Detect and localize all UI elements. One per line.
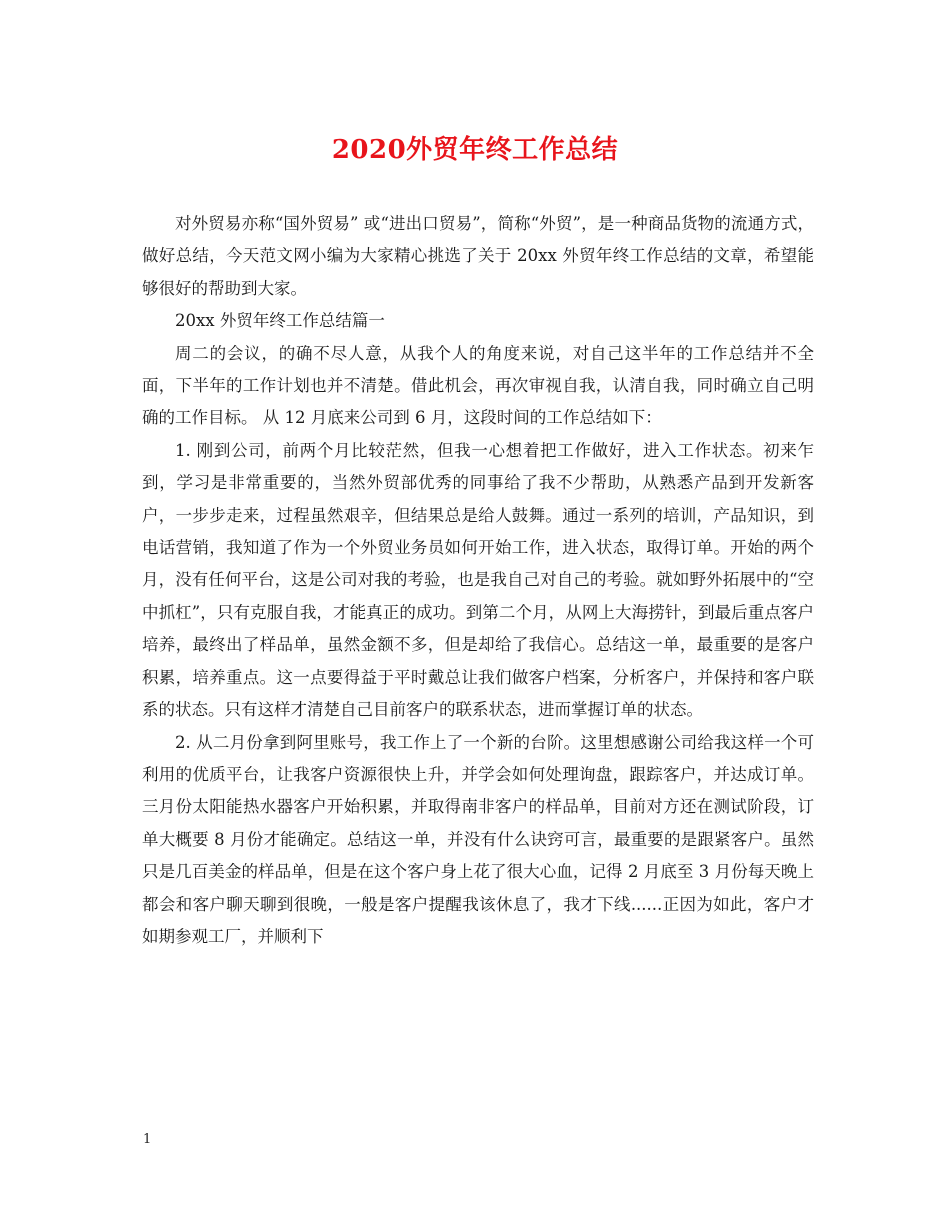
document-title: 2020外贸年终工作总结 [331,135,619,165]
intro-paragraph: 对外贸易亦称“国外贸易” 或“进出口贸易”，简称“外贸”，是一种商品货物的流通方式，做好总结，今天范文网小编为大家精心挑选了关于 20xx 外贸年终工作总结的文章，希望能够很好的帮助到大家。 [142,214,814,298]
paragraph-point-1: 1. 刚到公司，前两个月比较茫然，但我一心想着把工作做好，进入工作状态。初来乍到，学习是非常重要的，当然外贸部优秀的同事给了我不少帮助，从熟悉产品到开发新客户，一步步走来，过程虽然艰辛，但结果总是给人鼓舞。通过一系列的培训，产品知识，到电话营销，我知道了作为一个外贸业务员如何开始工作，进入状态，取得订单。开始的两个月，没有任何平台，这是公司对我的考验，也是我自己对自己的考验。就如野外拓展中的“空中抓杠”，只有克服自我，才能真正的成功。到第二个月，从网上大海捞针，到最后重点客户培养，最终出了样品单，虽然金额不多，但是却给了我信心。总结这一单，最重要的是客户积累，培养重点。这一点要得益于平时戴总让我们做客户档案，分析客户，并保持和客户联系的状态。只有这样才清楚自己目前客户的联系状态，进而掌握订单的状态。 [142,440,814,720]
page-number: 1 [143,1132,152,1147]
paragraph-point-2: 2. 从二月份拿到阿里账号，我工作上了一个新的台阶。这里想感谢公司给我这样一个可利用的优质平台，让我客户资源很快上升，并学会如何处理询盘，跟踪客户，并达成订单。三月份太阳能热水器客户开始积累，并取得南非客户的样品单，目前对方还在测试阶段，订单大概要 8 月份才能确定。总结这一单，并没有什么诀窍可言，最重要的是跟紧客户。虽然只是几百美金的样品单，但是在这个客户身上花了很大心血，记得 2 月底至 3 月份每天晚上都会和客户聊天聊到很晚，一般是客户提醒我该休息了，我才下线......正因为如此，客户才如期参观工厂，并顺利下 [142,732,814,946]
document-body [142,208,814,953]
paragraph-meeting: 周二的会议，的确不尽人意，从我个人的角度来说，对自己这半年的工作总结并不全面，下半年的工作计划也并不清楚。借此机会，再次审视自我，认清自我，同时确立自己明确的工作目标。 从 12 月底来公司到 6 月，这段时间的工作总结如下： [142,343,814,428]
section-heading: 20xx 外贸年终工作总结篇一 [175,311,385,331]
